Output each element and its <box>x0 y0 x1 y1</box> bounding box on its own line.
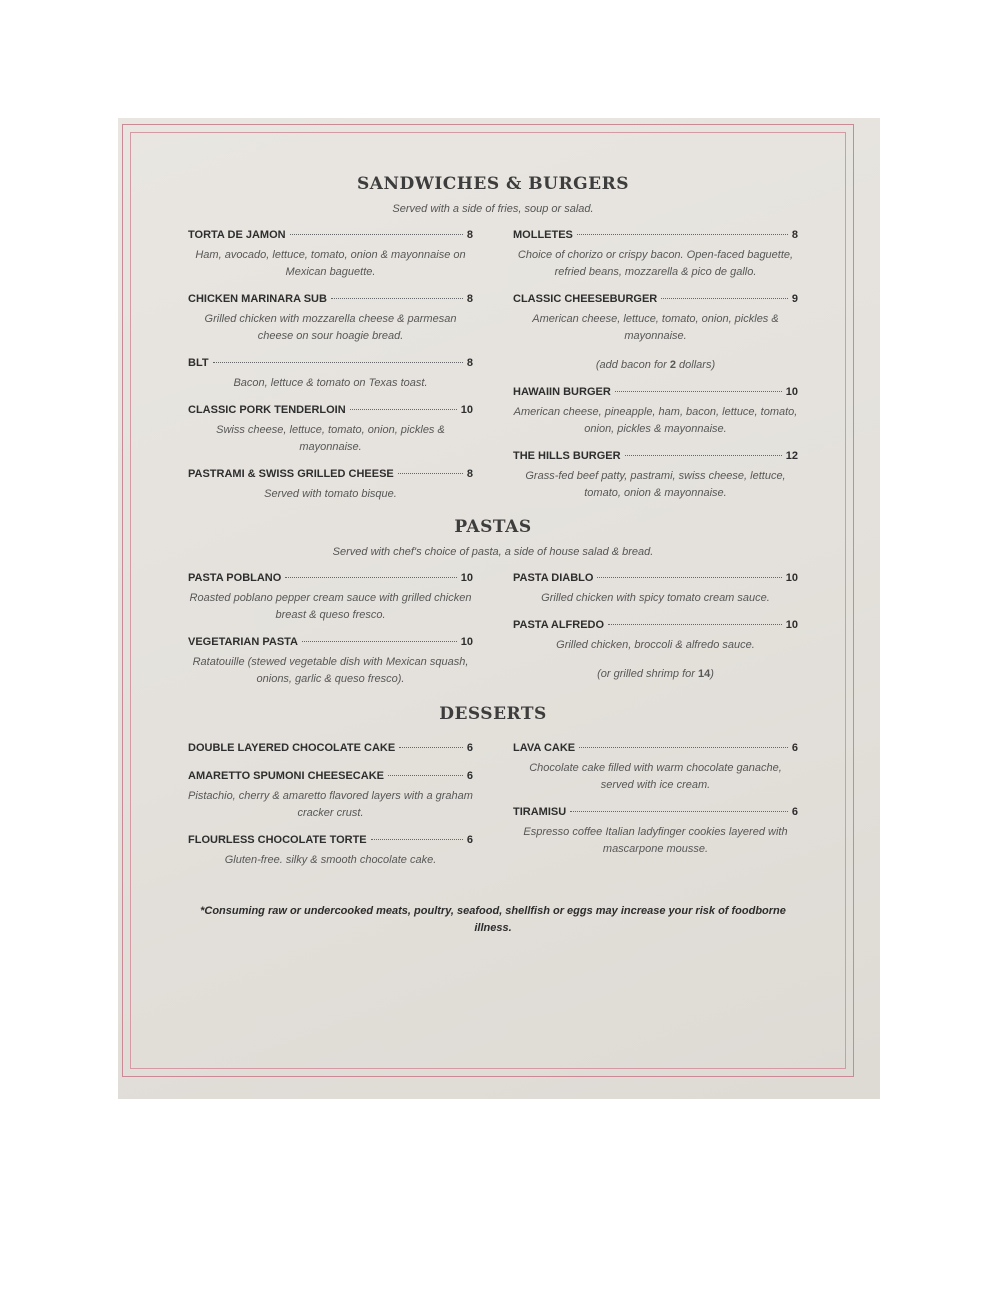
item-name: PASTA ALFREDO <box>513 619 605 631</box>
section-pastas <box>188 517 798 700</box>
menu-item <box>188 770 473 822</box>
menu-item <box>513 229 798 281</box>
item-name: CLASSIC CHEESEBURGER <box>513 293 658 305</box>
item-price: 6 <box>791 806 798 818</box>
section-sandwiches <box>188 174 798 515</box>
item-name: MOLLETES <box>513 229 573 241</box>
item-price: 6 <box>466 834 473 846</box>
item-price: 10 <box>785 386 798 398</box>
menu-item <box>513 619 798 683</box>
item-description: Grilled chicken with spicy tomato cream sauce. <box>541 592 770 604</box>
menu-item <box>513 572 798 607</box>
item-description: Roasted poblano pepper cream sauce with grilled chicken breast & queso fresco. <box>189 592 472 621</box>
column-right <box>513 742 798 881</box>
section-desserts <box>188 704 798 881</box>
item-name: HAWAIIN BURGER <box>513 386 611 398</box>
item-description: Pistachio, cherry & amaretto flavored layers with a graham cracker crust. <box>188 790 473 819</box>
item-price: 8 <box>466 293 473 305</box>
item-price: 6 <box>466 770 473 782</box>
section-title: DESSERTS <box>439 704 547 724</box>
item-name: PASTA DIABLO <box>513 572 594 584</box>
section-subtitle: Served with chef's choice of pasta, a side of house salad & bread. <box>332 546 654 558</box>
item-price: 6 <box>466 742 473 754</box>
item-description: American cheese, pineapple, ham, bacon, lettuce, tomato, onion, pickles & mayonnaise. <box>513 406 798 435</box>
item-description: Grilled chicken with mozzarella cheese & parmesan cheese on sour hoagie bread. <box>204 313 457 342</box>
item-price: 8 <box>466 229 473 241</box>
menu-item <box>188 404 473 456</box>
menu-item <box>188 293 473 345</box>
item-description: Grass-fed beef patty, pastrami, swiss cheese, lettuce, tomato, onion & mayonnaise. <box>525 470 786 499</box>
menu-item <box>188 229 473 281</box>
section-title: PASTAS <box>454 517 532 537</box>
item-price: 8 <box>466 357 473 369</box>
menu-item <box>188 742 473 754</box>
item-name: DOUBLE LAYERED CHOCOLATE CAKE <box>188 742 396 754</box>
menu-item <box>513 806 798 858</box>
menu-item <box>513 386 798 438</box>
item-price: 10 <box>460 572 473 584</box>
menu-item <box>188 636 473 688</box>
item-price: 10 <box>460 636 473 648</box>
menu-item <box>188 357 473 392</box>
menu-content <box>188 174 798 937</box>
menu-item <box>188 468 473 503</box>
item-description: Chocolate cake filled with warm chocolate ganache, served with ice cream. <box>529 762 782 791</box>
item-price: 9 <box>791 293 798 305</box>
item-description: Espresso coffee Italian ladyfinger cookies layered with mascarpone mousse. <box>523 826 788 855</box>
menu-item <box>188 572 473 624</box>
item-name: AMARETTO SPUMONI CHEESECAKE <box>188 770 384 782</box>
column-right <box>513 572 798 700</box>
item-description: Bacon, lettuce & tomato on Texas toast. <box>233 377 428 389</box>
item-price: 8 <box>466 468 473 480</box>
column-left <box>188 572 473 700</box>
item-price: 6 <box>791 742 798 754</box>
item-description: Ratatouille (stewed vegetable dish with Mexican squash, onions, garlic & queso fresco). <box>192 656 469 685</box>
item-price: 12 <box>785 450 798 462</box>
item-name: VEGETARIAN PASTA <box>188 636 299 648</box>
item-name: CLASSIC PORK TENDERLOIN <box>188 404 346 416</box>
menu-item <box>513 293 798 374</box>
item-price: 10 <box>785 619 798 631</box>
item-description: Choice of chorizo or crispy bacon. Open-faced baguette, refried beans, mozzarella & pico de gallo. <box>517 249 794 278</box>
item-name: PASTA POBLANO <box>188 572 282 584</box>
item-name: TORTA DE JAMON <box>188 229 286 241</box>
item-note: (add bacon for 2 dollars) <box>595 359 716 371</box>
item-name: PASTRAMI & SWISS GRILLED CHEESE <box>188 468 394 480</box>
item-name: THE HILLS BURGER <box>513 450 621 462</box>
item-price: 10 <box>785 572 798 584</box>
section-subtitle: Served with a side of fries, soup or salad. <box>392 203 594 215</box>
menu-item <box>188 834 473 869</box>
item-description: Grilled chicken, broccoli & alfredo sauce. <box>556 639 755 651</box>
menu-item <box>513 450 798 502</box>
allergy-disclaimer: *Consuming raw or undercooked meats, poultry, seafood, shellfish or eggs may increase your risk of foodborne illness. <box>200 905 786 934</box>
item-note: (or grilled shrimp for 14) <box>597 668 714 680</box>
menu-item <box>513 742 798 794</box>
item-name: CHICKEN MARINARA SUB <box>188 293 327 305</box>
column-left <box>188 229 473 515</box>
item-price: 8 <box>791 229 798 241</box>
item-description: Swiss cheese, lettuce, tomato, onion, pickles & mayonnaise. <box>216 424 445 453</box>
item-description: Gluten-free. silky & smooth chocolate cake. <box>224 854 437 866</box>
item-name: BLT <box>188 357 209 369</box>
section-title: SANDWICHES & BURGERS <box>356 174 629 194</box>
item-name: FLOURLESS CHOCOLATE TORTE <box>188 834 367 846</box>
item-description: Ham, avocado, lettuce, tomato, onion & mayonnaise on Mexican baguette. <box>195 249 466 278</box>
column-right <box>513 229 798 515</box>
item-price: 10 <box>460 404 473 416</box>
item-description: Served with tomato bisque. <box>264 488 397 500</box>
column-left <box>188 742 473 881</box>
item-name: TIRAMISU <box>513 806 567 818</box>
item-description: American cheese, lettuce, tomato, onion, pickles & mayonnaise. <box>532 313 779 342</box>
menu-photo <box>118 118 880 1099</box>
item-name: LAVA CAKE <box>513 742 576 754</box>
